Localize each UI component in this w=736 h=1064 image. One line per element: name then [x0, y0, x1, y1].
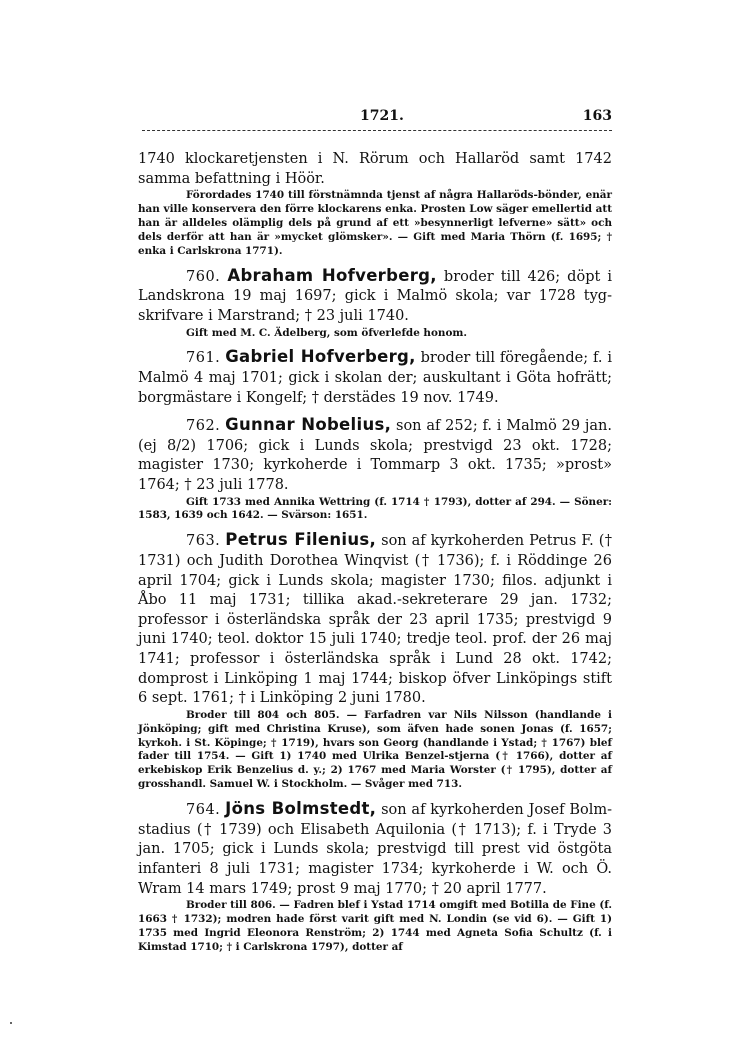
- entry-762: [138, 415, 612, 523]
- entry-note: Broder till 806. — Fadren blef i Ystad 1714 omgift med Botilla de Fine (f. 1663 † 1732); modren hade först varit gift med N. Londin (se vid 6). — Gift 1) 1735 med Ingrid Eleonora Renström; 2) 1744 med Agneta Sofia Schultz (f. i Kimstad 1710; † i Carlskrona 1797), dotter af: [138, 899, 612, 953]
- running-header: [142, 108, 612, 128]
- entry-764: [138, 799, 612, 955]
- header-year: 1721.: [360, 108, 404, 124]
- entry-text: broder till 426; döpt i Landskrona 19 maj 1697; gick i Malmö skola; var 1728 tyg-skrifvare i Marstrand; † 23 juli 1740.: [138, 268, 613, 324]
- entry-760: [138, 266, 612, 341]
- entry-number: 763.: [186, 533, 221, 550]
- entry-name: Gabriel Hofverberg,: [225, 347, 416, 367]
- entry-name: Abraham Hofverberg,: [227, 265, 437, 285]
- entry-note: Broder till 804 och 805. — Farfadren var Nils Nilsson (handlande i Jönköping; gift med Christina Kruse), som äfven hade sonen Jonas (f. 1657; kyrkoh. i St. Köpinge; † 1719), hvars son Georg (handlande i Ystad; † 1767) blef fader till 1754. — Gift 1) 1740 med Ulrika Benzel-stjerna († 1766), dotter af erkebiskop Erik Benzelius d. y.; 2) 1767 med Maria Worster († 1795), dotter af grosshandl. Samuel W. i Stockholm. — Svåger med 713.: [138, 708, 612, 791]
- entry-number: 762.: [186, 418, 221, 435]
- entry-number: 764.: [186, 802, 221, 819]
- entry-763: [138, 530, 612, 792]
- entry-761: [138, 347, 612, 408]
- entry-number: 761.: [186, 350, 221, 367]
- entry-text: son af kyrkoherden Petrus F. († 1731) och Judith Dorothea Winqvist († 1736); f. i Röddinge 26 april 1704; gick i Lunds skola; magister 1730; filos. adjunkt i Åbo 11 maj 1731; tillika akad.-sekreterare 29 jan. 1732; professor i österländska språk der 23 april 1735; prestvigd 9 juni 1740; teol. doktor 15 juli 1740; tredje teol. prof. der 26 maj 1741; professor i österländska språk i Lund 28 okt. 1742; domprost i Linköping 1 maj 1744; biskop öfver Linköpings stift 6 sept. 1761; † i Linköping 2 juni 1780.: [138, 533, 613, 707]
- intro-note: Förordades 1740 till förstnämnda tjenst af några Hallaröds-bönder, enär han ville konservera den förre klockarens enka. Prosten Low säger emellertid att han är alldeles olämplig dels på grund af ett »besynnerligt lefverne» sätt» och dels derför att han är »mycket glömsker». — Gift med Maria Thörn (f. 1695; † enka i Carlskrona 1771).: [138, 189, 612, 257]
- entry-text: son af 252; f. i Malmö 29 jan. (ej 8/2) 1706; gick i Lunds skola; prestvigd 23 okt. 1728; magister 1730; kyrkoherde i Tommarp 3 okt. 1735; »prost» 1764; † 23 juli 1778.: [138, 418, 612, 493]
- entry-name: Jöns Bolmstedt,: [225, 799, 377, 819]
- entry-note: Gift 1733 med Annika Wettring (f. 1714 † 1793), dotter af 294. — Söner: 1583, 1639 och 1642. — Svärson: 1651.: [138, 495, 612, 522]
- entry-name: Petrus Filenius,: [225, 530, 377, 550]
- scan-speck: [10, 1022, 12, 1024]
- page-content: [138, 150, 612, 962]
- entry-text: broder till föregående; f. i Malmö 4 maj 1701; gick i skolan der; auskultant i Göta hofrätt; borgmästare i Kongelf; † derstädes 19 nov. 1749.: [138, 350, 613, 406]
- header-rule: [142, 130, 612, 131]
- entry-number: 760.: [186, 268, 221, 285]
- entry-text: son af kyrkoherden Josef Bolm-stadius († 1739) och Elisabeth Aquilonia († 1713); f. i Tryde 3 jan. 1705; gick i Lunds skola; prestvigd till prest vid östgöta infanteri 8 juli 1731; magister 1734; kyrkoherde i W. och Ö. Wram 14 mars 1749; prost 9 maj 1770; † 20 april 1777.: [138, 802, 612, 897]
- entry-note: Gift med M. C. Ädelberg, som öfverlefde honom.: [186, 326, 468, 339]
- entry-name: Gunnar Nobelius,: [225, 415, 392, 435]
- page-number: 163: [582, 108, 612, 124]
- intro-text: 1740 klockaretjensten i N. Rörum och Hallaröd samt 1742 samma befattning i Höör.: [138, 151, 612, 187]
